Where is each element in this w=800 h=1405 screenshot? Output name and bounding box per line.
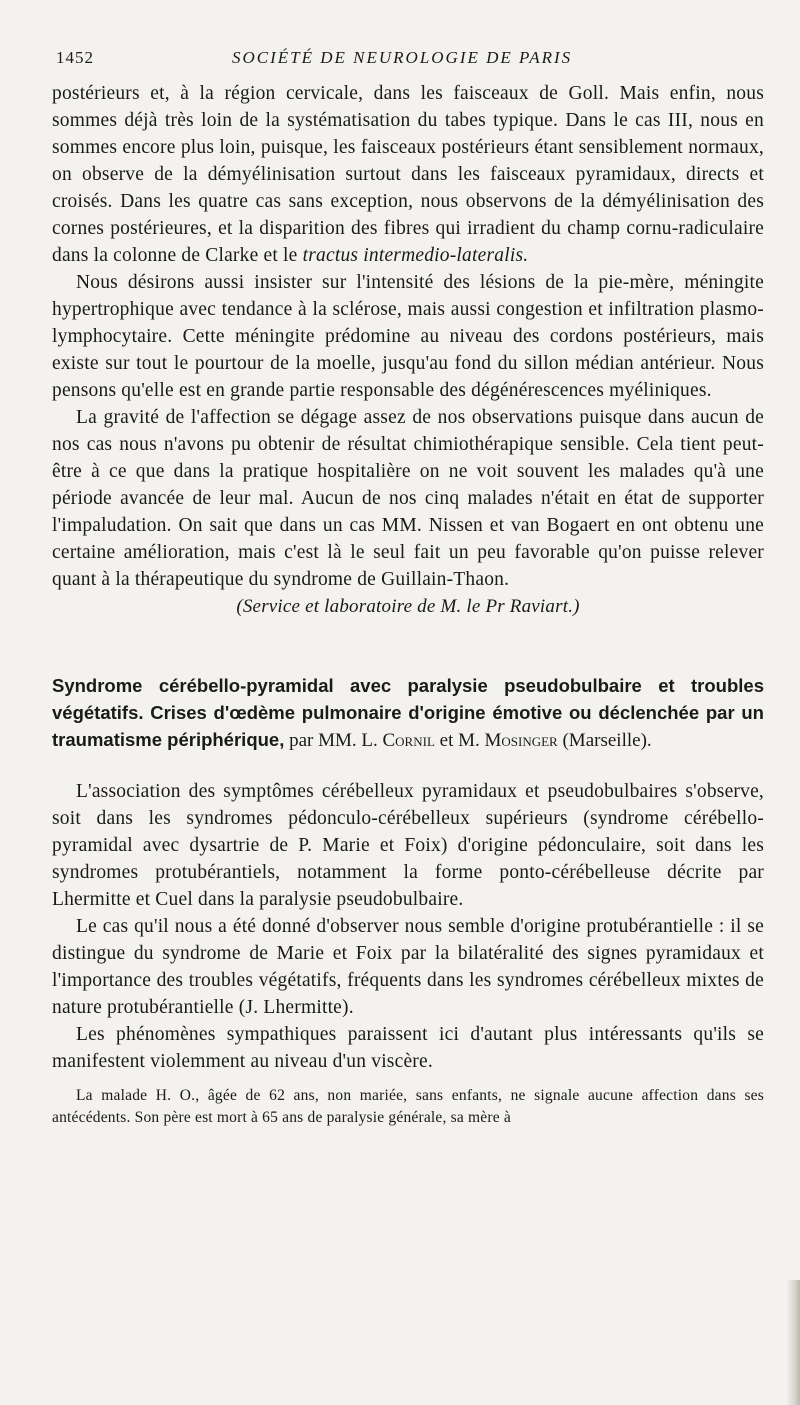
et-text: et M. — [434, 730, 485, 751]
page-header — [52, 40, 764, 70]
paragraph-2: Nous désirons aussi insister sur l'intensité des lésions de la pie-mère, méningite hypertrophique avec tendance à la sclérose, mais aussi congestion et infiltration plasmo-lymphocytaire. Cette méningite prédomine au niveau des cordons postérieurs, mais existe sur tout le pourtour de la moelle, jusqu'au fond du sillon médian antérieur. Nous pensons qu'elle est en grande partie responsable des dégénérescences myéliniques. — [52, 272, 764, 401]
paragraph-1-text: postérieurs et, à la région cervicale, dans les faisceaux de Goll. Mais enfin, nous sommes déjà très loin de la systématisation du tabes typique. Dans le cas III, nous en sommes encore plus loin, puisque, les faisceaux postérieurs étant sensiblement normaux, on observe de la démyélinisation surtout dans les faisceaux pyramidaux, directs et croisés. Dans les quatre cas sans exception, nous observons de la démyélinisation des cornes postérieures, et la disparition des fibres qui irradient du champ cornu-radiculaire dans la colonne de Clarke et le — [52, 83, 764, 266]
paragraph-3: La gravité de l'affection se dégage assez de nos observations puisque dans aucun de nos cas nous n'avons pu obtenir de résultat chimiothérapique sensible. Cela tient peut-être à ce que dans la pratique hospitalière on ne voit souvent les malades qu'à une période avancée de leur mal. Aucun de nos cinq malades n'était en état de supporter l'impaludation. On sait que dans un cas MM. Nissen et van Bogaert en ont obtenu une certaine amélioration, mais c'est là le seul fait un peu favorable qu'on puisse relever quant à la thérapeutique du syndrome de Guillain-Thaon. — [52, 407, 764, 590]
credit-line: (Service et laboratoire de M. le Pr Raviart.) — [236, 596, 580, 617]
body-paragraph-3: Les phénomènes sympathiques paraissent ici d'autant plus intéressants qu'ils se manifestent violemment au niveau d'un viscère. — [52, 1024, 764, 1072]
paragraph-1-italic: tractus intermedio-lateralis. — [302, 245, 529, 266]
page-fold-shadow — [786, 1280, 800, 1405]
section-authors — [284, 730, 651, 751]
article-end — [52, 80, 764, 620]
place-text: (Marseille). — [557, 730, 652, 751]
par-text: par MM. L. — [284, 730, 383, 751]
running-head: SOCIÉTÉ DE NEUROLOGIE DE PARIS — [232, 48, 573, 67]
author-cornil: Cornil — [382, 730, 435, 751]
author-mosinger: Mosinger — [484, 730, 558, 751]
case-paragraph: La malade H. O., âgée de 62 ans, non mariée, sans enfants, ne signale aucune affection dans ses antécédents. Son père est mort à 65 ans de paralysie générale, sa mère à — [52, 1087, 764, 1126]
article-body — [52, 778, 764, 1129]
section-title — [52, 672, 764, 754]
body-paragraph-1: L'association des symptômes cérébelleux pyramidaux et pseudobulbaires s'observe, soit dans les syndromes pédonculo-cérébelleux supérieurs (syndrome cérébello-pyramidal avec dysartrie de P. Marie et Foix) d'origine pédonculaire, soit dans les syndromes protubérantiels, notamment la forme ponto-cérébelleuse décrite par Lhermitte et Cuel dans la paralysie pseudobulbaire. — [52, 781, 764, 910]
body-paragraph-2: Le cas qu'il nous a été donné d'observer nous semble d'origine protubérantielle : il se distingue du syndrome de Marie et Foix par la bilatéralité des signes pyramidaux et l'importance des troubles végétatifs, fréquents dans les syndromes cérébelleux mixtes de nature protubérantielle (J. Lhermitte). — [52, 916, 764, 1018]
section-title-text: Syndrome cérébello-pyramidal avec paralysie pseudobulbaire et troubles végétatifs. Crises d'œdème pulmonaire d'origine émotive ou déclenchée par un traumatisme périphérique, — [52, 675, 764, 750]
paragraph-1 — [52, 80, 764, 269]
page — [52, 40, 764, 1129]
page-number: 1452 — [56, 48, 94, 67]
